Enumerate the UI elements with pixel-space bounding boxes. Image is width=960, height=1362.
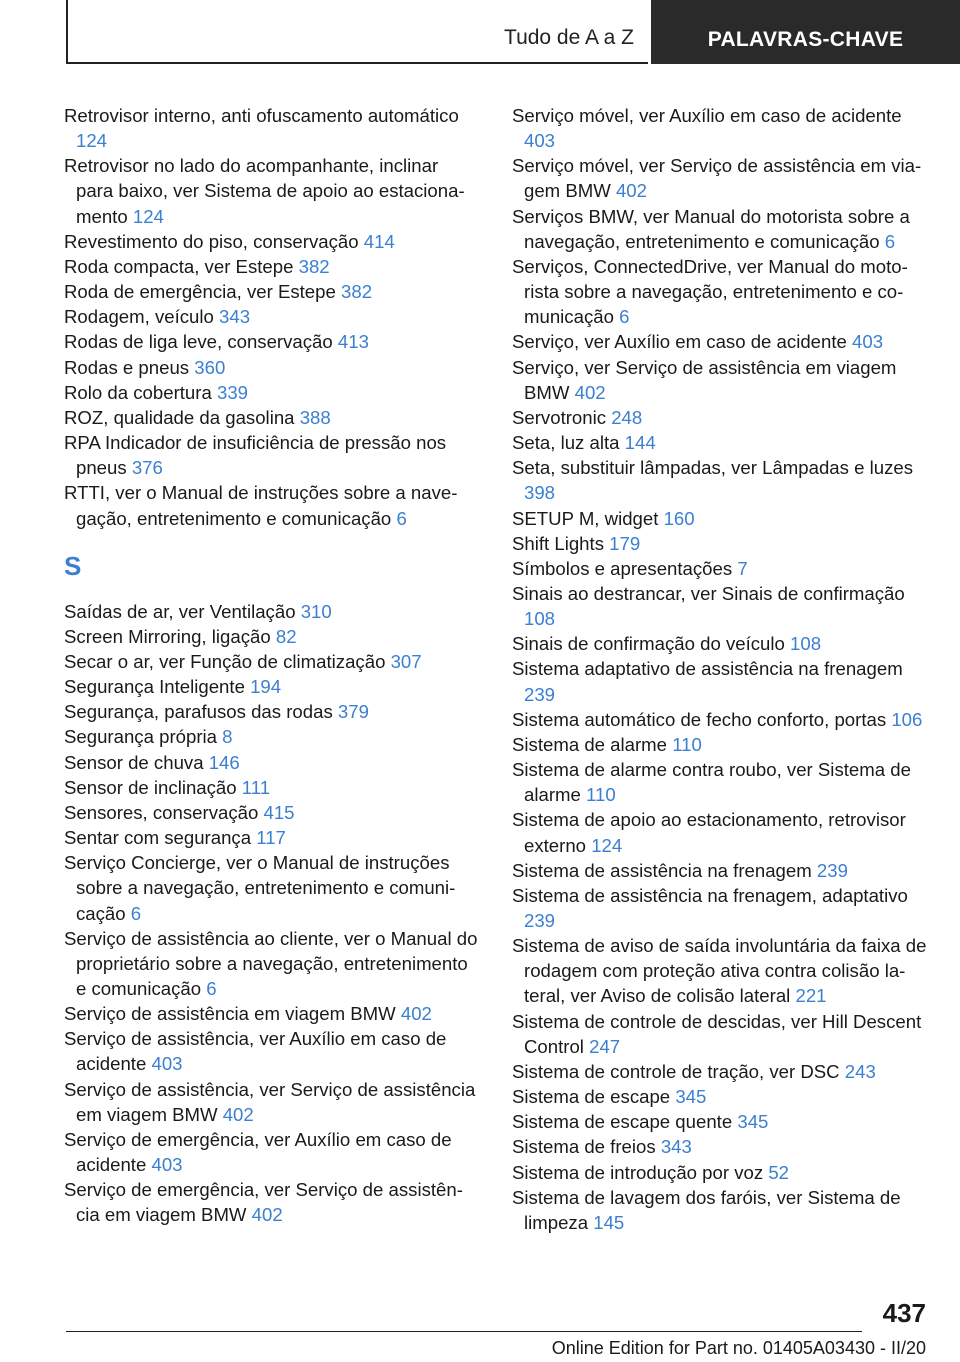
index-entry-text: Sistema automático de fecho conforto, portas — [512, 708, 887, 730]
index-entry — [64, 1127, 480, 1177]
index-entry — [512, 883, 932, 933]
index-page-link[interactable]: 414 — [363, 230, 395, 252]
index-page-link[interactable]: 117 — [256, 827, 286, 849]
index-entry-text: ROZ, qualidade da gasolina — [64, 406, 295, 428]
index-page-link[interactable]: 243 — [844, 1060, 876, 1082]
index-entry — [64, 254, 480, 279]
index-page-link[interactable]: 6 — [884, 230, 896, 252]
index-page-link[interactable]: 402 — [615, 180, 647, 202]
index-page-link[interactable]: 110 — [672, 733, 702, 755]
index-entry-text: Segurança própria — [64, 726, 217, 748]
index-entry — [64, 430, 480, 480]
index-entry-text: Sensor de chuva — [64, 751, 204, 773]
right-entries — [512, 103, 932, 1235]
index-page-link[interactable]: 376 — [131, 457, 163, 479]
index-entry-text: Sistema de freios — [512, 1136, 656, 1158]
index-page-link[interactable]: 382 — [298, 255, 330, 277]
index-entry-text: Sistema de escape — [512, 1086, 671, 1108]
index-page-link[interactable]: 239 — [524, 910, 556, 931]
index-page-link[interactable]: 106 — [891, 708, 923, 730]
index-entry — [512, 531, 932, 556]
index-entry — [64, 750, 480, 775]
index-page-link[interactable]: 6 — [619, 306, 630, 328]
index-entry-text: Serviços, ConnectedDrive, ver Manual do motorista sobre a navegação, entretenimento e comunicação — [512, 255, 908, 328]
header-chapter-tab — [651, 0, 960, 64]
index-entry — [64, 329, 480, 354]
index-page-link[interactable]: 388 — [299, 406, 331, 428]
index-entry-text: Retrovisor no lado do acompanhante, inclinar para baixo, ver Sistema de apoio ao estacionamento — [64, 155, 465, 227]
index-page-link[interactable]: 398 — [524, 482, 556, 504]
index-entry-text: Serviço, ver Serviço de assistência em viagem BMW — [512, 356, 897, 403]
index-entry — [512, 1059, 932, 1084]
index-entry-text: Sistema de apoio ao estacionamento, retrovisor externo — [512, 809, 906, 856]
index-page-link[interactable]: 339 — [216, 381, 249, 403]
index-page-link[interactable]: 403 — [151, 1154, 183, 1176]
index-entry-text: Serviços BMW, ver Manual do motorista sobre a navegação, entretenimento e comunicação — [512, 205, 910, 252]
index-page-link[interactable]: 8 — [222, 726, 233, 748]
index-entry-text: Sentar com segurança — [64, 827, 252, 849]
index-page-link[interactable]: 343 — [219, 306, 251, 328]
index-page-link[interactable]: 402 — [222, 1103, 254, 1125]
index-page-link[interactable]: 194 — [250, 676, 282, 698]
index-page-link[interactable]: 382 — [341, 281, 373, 303]
index-entry-text: SETUP M, widget — [512, 507, 659, 529]
index-entry-text: Serviço móvel, ver Auxílio em caso de acidente — [512, 105, 902, 126]
index-entry — [512, 204, 932, 254]
index-page-link[interactable]: 360 — [194, 356, 226, 378]
index-entry — [64, 1001, 480, 1026]
index-entry — [64, 699, 480, 724]
header-bottom-rule — [66, 62, 648, 64]
footer-rule — [66, 1331, 862, 1332]
index-entry — [64, 380, 480, 405]
index-page-link[interactable]: 345 — [737, 1111, 769, 1133]
index-page-link[interactable]: 248 — [611, 406, 643, 428]
index-entry — [512, 430, 932, 455]
index-letter-heading: S — [64, 550, 82, 581]
index-entry — [512, 355, 932, 405]
index-entry — [512, 656, 932, 706]
index-entry-text: Serviço de assistência em viagem BMW — [64, 1003, 396, 1025]
index-entry — [512, 581, 932, 631]
index-page-link[interactable]: 345 — [675, 1086, 707, 1108]
index-entry — [64, 103, 480, 153]
index-entry-text: Rodas e pneus — [64, 356, 190, 378]
index-page-link[interactable]: 124 — [132, 205, 164, 227]
index-entry — [64, 624, 480, 649]
header-left-rule — [66, 0, 68, 64]
index-page-link[interactable]: 247 — [589, 1035, 621, 1057]
index-entry — [64, 850, 480, 925]
index-entry — [64, 1177, 480, 1227]
index-page-link[interactable]: 146 — [208, 751, 240, 773]
index-entry-text: Serviço, ver Auxílio em caso de acidente — [512, 331, 847, 353]
index-entry — [64, 405, 480, 430]
footer-edition-text: Online Edition for Part no. 01405A03430 - II/20 — [551, 1338, 926, 1358]
index-entry-text: Sinais de confirmação do veículo — [512, 633, 785, 655]
index-entry — [512, 858, 932, 883]
index-entry-text: Secar o ar, ver Função de climatização — [64, 650, 386, 672]
index-entry — [64, 775, 480, 800]
index-entry — [512, 254, 932, 329]
index-entry-text: Rodas de liga leve, conservação — [64, 331, 333, 353]
index-entry-text: Sistema de controle de tração, ver DSC — [512, 1060, 840, 1082]
index-entry — [64, 926, 480, 1001]
index-page-link[interactable]: 402 — [251, 1204, 283, 1226]
index-page-link[interactable]: 307 — [390, 650, 422, 672]
index-entry-text: Rolo da cobertura — [64, 381, 212, 403]
index-entry — [512, 1185, 932, 1235]
index-entry-text: Servotronic — [512, 406, 607, 428]
index-entry-text: Sistema de aviso de saída involuntária da faixa de rodagem com proteção ativa contra colisão lateral, ver Aviso de colisão lateral — [512, 935, 927, 1007]
header-chapter-label: PALAVRAS-CHAVE — [707, 28, 904, 51]
index-entry-text: RPA Indicador de insuficiência de pressão nos pneus — [64, 432, 447, 479]
index-entry-text: Sistema de escape quente — [512, 1111, 733, 1133]
index-page-link[interactable]: 124 — [591, 834, 623, 856]
index-entry — [512, 1084, 932, 1109]
index-entry — [64, 153, 480, 228]
index-entry-text: Serviço de assistência, ver Serviço de assistência em viagem BMW — [64, 1078, 476, 1125]
index-entry — [512, 405, 932, 430]
index-entry-text: Sistema de introdução por voz — [512, 1161, 764, 1183]
index-entry-text: Sensores, conservação — [64, 801, 259, 823]
index-entry-text: Sistema de alarme contra roubo, ver Sistema de alarme — [512, 759, 911, 806]
index-entry — [512, 329, 932, 354]
index-page-link[interactable]: 179 — [609, 532, 641, 554]
index-entry-text: Serviço de emergência, ver Serviço de assistência em viagem BMW — [64, 1179, 463, 1226]
index-page-link[interactable]: 403 — [524, 130, 556, 152]
index-entry — [512, 933, 932, 1008]
index-entry-text: Segurança Inteligente — [64, 676, 245, 698]
index-entry-text: Sistema adaptativo de assistência na frenagem — [512, 658, 903, 680]
index-entry — [512, 556, 932, 581]
index-entry — [64, 800, 480, 825]
index-page-link[interactable]: 403 — [151, 1053, 183, 1075]
index-page-link[interactable]: 7 — [737, 557, 748, 579]
index-entry-text: Shift Lights — [512, 532, 604, 554]
index-page-link[interactable]: 124 — [76, 130, 108, 152]
index-entry-text: Sistema de controle de descidas, ver Hill Descent Control — [512, 1010, 922, 1057]
index-entry-text: Retrovisor interno, anti ofuscamento automático — [64, 105, 459, 126]
index-page-link[interactable]: 52 — [768, 1161, 790, 1183]
index-entry — [512, 732, 932, 757]
index-entry — [512, 707, 932, 732]
index-entry-text: Símbolos e apresentações — [512, 557, 733, 579]
index-page-link[interactable]: 145 — [593, 1211, 625, 1233]
index-entry — [64, 355, 480, 380]
index-entry — [512, 1160, 932, 1185]
index-page-link[interactable]: 82 — [275, 625, 297, 647]
index-entry — [64, 304, 480, 329]
header-section-title: Tudo de A a Z — [504, 26, 634, 49]
index-entry — [64, 674, 480, 699]
index-page-link[interactable]: 239 — [524, 683, 556, 705]
index-page-link[interactable]: 310 — [300, 600, 332, 622]
index-entry-text: Saídas de ar, ver Ventilação — [64, 600, 296, 622]
index-entry-text: Seta, luz alta — [512, 432, 620, 454]
index-entry — [512, 1134, 932, 1159]
index-entry — [64, 599, 480, 624]
index-entry — [64, 825, 480, 850]
index-entry — [64, 480, 480, 530]
index-entry-text: Seta, substituir lâmpadas, ver Lâmpadas e luzes — [512, 457, 914, 479]
index-column-right — [512, 103, 932, 1235]
index-entry-text: Rodagem, veículo — [64, 306, 214, 328]
index-entry-text: Sistema de assistência na frenagem — [512, 859, 812, 881]
index-page-link[interactable]: 402 — [400, 1003, 432, 1025]
index-entry-text: Serviço de assistência ao cliente, ver o Manual do proprietário sobre a navegação, entretenimento e comunicação — [64, 927, 478, 999]
index-entry-text: Revestimento do piso, conservação — [64, 230, 359, 252]
index-entry-text: Sistema de lavagem dos faróis, ver Sistema de limpeza — [512, 1186, 901, 1233]
index-entry-text: Sistema de alarme — [512, 733, 668, 755]
index-page-link[interactable]: 379 — [337, 701, 369, 723]
index-page-link[interactable]: 108 — [524, 608, 556, 630]
index-entry — [64, 1026, 480, 1076]
index-entry-text: Serviço Concierge, ver o Manual de instruções sobre a navegação, entretenimento e comunicação — [64, 852, 456, 924]
index-page-link[interactable]: 110 — [586, 784, 616, 806]
index-page-link[interactable]: 239 — [816, 859, 848, 881]
index-entry-text: Roda de emergência, ver Estepe — [64, 281, 336, 303]
page-number: 437 — [882, 1298, 926, 1328]
index-entry — [512, 153, 932, 203]
left-entries-r — [64, 103, 480, 531]
index-entry-text: Screen Mirroring, ligação — [64, 625, 271, 647]
index-page-link[interactable]: 221 — [795, 985, 827, 1007]
index-entry-text: Segurança, parafusos das rodas — [64, 701, 333, 723]
index-entry — [64, 649, 480, 674]
index-entry — [64, 279, 480, 304]
index-page-link[interactable]: 403 — [852, 331, 884, 353]
index-entry — [512, 631, 932, 656]
index-page-link[interactable]: 111 — [241, 776, 271, 798]
index-entry — [512, 506, 932, 531]
index-entry — [64, 724, 480, 749]
index-page-link[interactable]: 6 — [206, 978, 217, 999]
index-entry — [512, 1109, 932, 1134]
left-entries-s — [64, 599, 480, 1228]
index-page-link[interactable]: 6 — [130, 902, 142, 924]
index-entry-text: Serviço de assistência, ver Auxílio em caso de acidente — [64, 1028, 447, 1075]
index-page-link[interactable]: 108 — [790, 633, 822, 655]
index-entry-text: Serviço móvel, ver Serviço de assistência em viagem BMW — [512, 155, 922, 202]
index-page-link[interactable]: 6 — [396, 507, 407, 529]
index-entry-text: Sinais ao destrancar, ver Sinais de confirmação — [512, 582, 905, 604]
index-entry — [512, 757, 932, 807]
index-entry-text: Sensor de inclinação — [64, 776, 237, 798]
index-entry — [512, 807, 932, 857]
index-entry-text: RTTI, ver o Manual de instruções sobre a navegação, entretenimento e comunicação — [64, 482, 458, 529]
index-entry — [512, 103, 932, 153]
index-page-link[interactable]: 413 — [337, 331, 369, 353]
index-entry — [512, 455, 932, 505]
index-entry — [64, 1077, 480, 1127]
index-entry-text: Sistema de assistência na frenagem, adaptativo — [512, 884, 908, 906]
index-entry — [64, 229, 480, 254]
index-page-link[interactable]: 144 — [624, 432, 656, 454]
index-page-link[interactable]: 402 — [574, 381, 606, 403]
index-entry-text: Serviço de emergência, ver Auxílio em caso de acidente — [64, 1128, 452, 1176]
index-column-left — [64, 103, 480, 1228]
index-page-link[interactable]: 160 — [663, 507, 695, 529]
index-entry — [512, 1009, 932, 1059]
index-entry-text: Roda compacta, ver Estepe — [64, 255, 294, 277]
index-page-link[interactable]: 343 — [660, 1136, 692, 1158]
index-page-link[interactable]: 415 — [263, 801, 295, 823]
